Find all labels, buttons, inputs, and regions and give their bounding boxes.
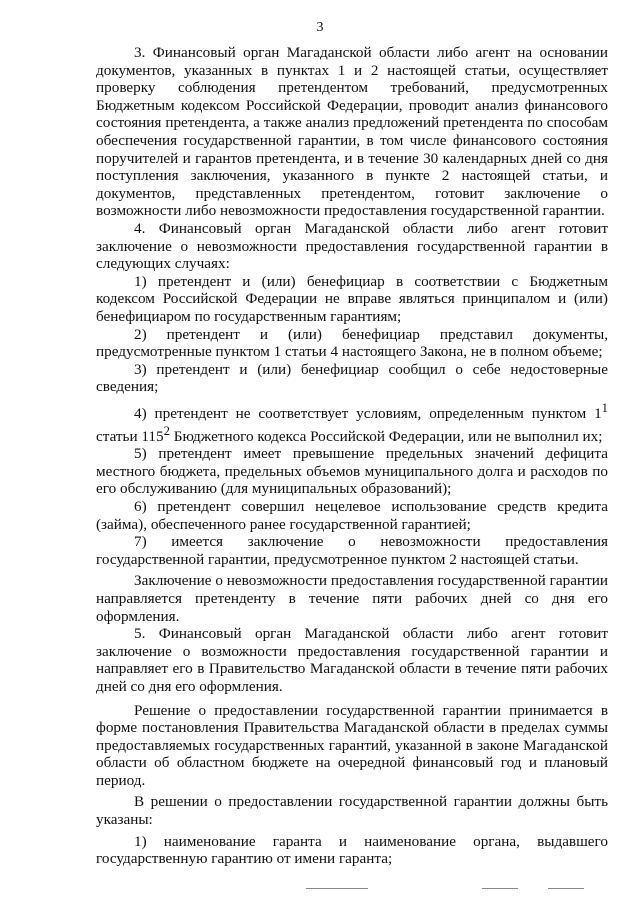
- list-item-4-part-a: 4) претендент не соответствует условиям, определенным пунктом 1: [134, 404, 602, 422]
- decision-item-1: 1) наименование гаранта и наименование органа, выдавшего государственную гарантию от имени гаранта;: [96, 832, 608, 868]
- paragraph-3: 3. Финансовый орган Магаданской области либо агент на основании документов, указанных в пунктах 1 и 2 настоящей статьи, осуществляет проверку соблюдения претендентом требований, предусмотренных Бюджетным кодексом Российской Федерации, проводит анализ финансового состояния претендента, а также анализ предложений претендента по способам обеспечения государственной гарантии, в том числе финансового состояния поручителей и гарантов претендента, и в течение 30 календарных дней со дня поступления заключения, указанного в пункте 2 настоящей статьи, и документов, представленных претендентом, готовит заключение о возможности либо невозможности предоставления государственной гарантии.: [96, 44, 608, 220]
- list-item-4-part-b: статьи 115: [96, 427, 164, 445]
- paragraph-5: 5. Финансовый орган Магаданской области либо агент готовит заключение о возможности предоставления государственной гарантии и направляет его в Правительство Магаданской области в течение пяти рабочих дней со дня его оформления.: [96, 625, 608, 695]
- page-number: 3: [316, 20, 324, 35]
- list-item-6: 6) претендент совершил нецелевое использование средств кредита (займа), обеспеченного ранее государственной гарантией;: [96, 497, 608, 533]
- footnote-superscript: 1: [601, 400, 608, 415]
- list-item-4-part-c: Бюджетного кодекса Российской Федерации, или не выполнил их;: [169, 427, 603, 445]
- footer-line: [482, 888, 518, 889]
- footer-line: [306, 888, 368, 889]
- document-body: [96, 44, 608, 868]
- decision-contents-paragraph: В решении о предоставлении государственной гарантии должны быть указаны:: [96, 793, 608, 829]
- conclusion-paragraph: Заключение о невозможности предоставления государственной гарантии направляется претенденту в течение пяти рабочих дней со дня его оформления.: [96, 572, 608, 625]
- list-item-1: 1) претендент и (или) бенефициар в соответствии с Бюджетным кодексом Российской Федерации не вправе являться принципалом и (или) бенефициаром по государственным гарантиям;: [96, 272, 608, 325]
- list-item-4: [96, 400, 608, 445]
- decision-paragraph: Решение о предоставлении государственной гарантии принимается в форме постановления Правительства Магаданской области в пределах суммы предоставляемых государственных гарантий, указанной в законе Магаданской области об областном бюджете на очередной финансовый год и плановый период.: [96, 701, 608, 789]
- list-item-7: 7) имеется заключение о невозможности предоставления государственной гарантии, предусмотренное пунктом 2 настоящей статьи.: [96, 533, 608, 568]
- list-item-5: 5) претендент имеет превышение предельных значений дефицита местного бюджета, предельных объемов муниципального долга и расходов по его обслуживанию (для муниципальных образований);: [96, 445, 608, 498]
- list-item-2: 2) претендент и (или) бенефициар представил документы, предусмотренные пунктом 1 статьи 4 настоящего Закона, не в полном объеме;: [96, 325, 608, 361]
- footnote-superscript: 2: [163, 423, 170, 438]
- paragraph-4: 4. Финансовый орган Магаданской области либо агент готовит заключение о невозможности предоставления государственной гарантии в следующих случаях:: [96, 219, 608, 273]
- list-item-3: 3) претендент и (или) бенефициар сообщил о себе недостоверные сведения;: [96, 360, 608, 396]
- footer-marks: [0, 884, 640, 894]
- footer-line: [548, 888, 584, 889]
